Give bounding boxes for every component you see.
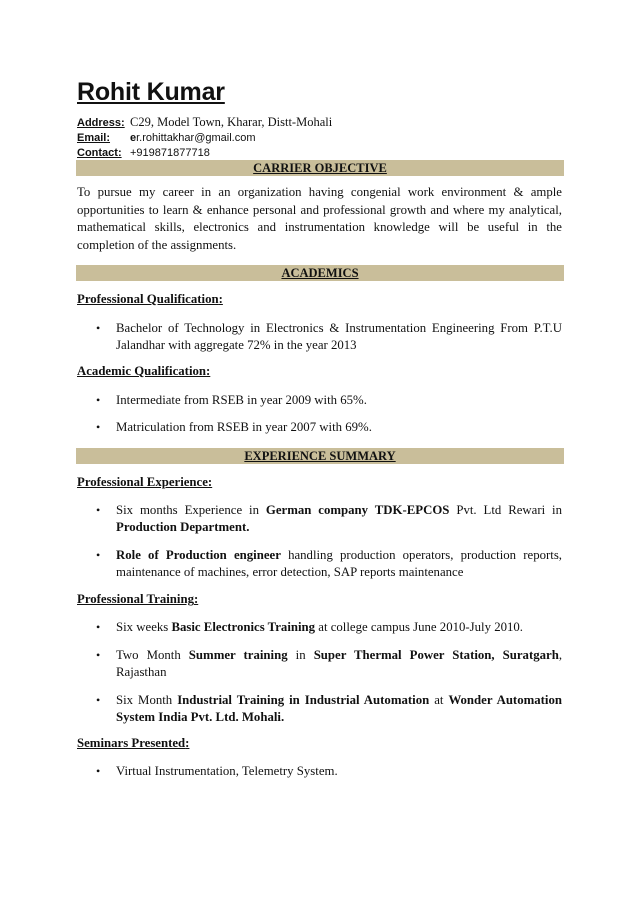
list-item: • Matriculation from RSEB in year 2007 with 69%. bbox=[0, 419, 562, 436]
list-item: • Two Month Summer training in Super Thermal Power Station, Suratgarh, Rajasthan bbox=[0, 647, 562, 681]
list-item: • Intermediate from RSEB in year 2009 with 65%. bbox=[0, 392, 562, 409]
professional-experience-heading: Professional Experience: bbox=[77, 475, 213, 489]
seminars-heading: Seminars Presented: bbox=[77, 736, 190, 750]
list-item: • Virtual Instrumentation, Telemetry System. bbox=[0, 763, 562, 780]
address-label: Address: bbox=[77, 117, 125, 129]
address-value: C29, Model Town, Kharar, Distt-Mohali bbox=[130, 115, 333, 129]
candidate-name: Rohit Kumar bbox=[77, 78, 225, 106]
professional-training-heading: Professional Training: bbox=[77, 592, 199, 606]
section-header-objective: CARRIER OBJECTIVE bbox=[76, 160, 564, 176]
academic-qualification-heading: Academic Qualification: bbox=[77, 364, 211, 378]
list-item: • Role of Production engineer handling production operators, production reports, maintenance of machines, error detection, SAP reports maintenance bbox=[0, 547, 562, 581]
objective-text: To pursue my career in an organization having congenial work environment & ample opportunities to learn & enhance personal and professional growth and where my analytical, mathematical skills, electronics and instrumentation knowledge will be useful in the completion of the assignments. bbox=[77, 185, 562, 252]
experience-list bbox=[0, 502, 638, 581]
section-header-academics: ACADEMICS bbox=[76, 265, 564, 281]
professional-qualification-heading: Professional Qualification: bbox=[77, 292, 223, 306]
training-list bbox=[0, 619, 638, 726]
list-item: • Bachelor of Technology in Electronics & Instrumentation Engineering From P.T.U Jalandhar with aggregate 72% in the year 2013 bbox=[0, 320, 562, 354]
email-label: Email: bbox=[77, 132, 111, 144]
contact-label: Contact: bbox=[77, 147, 122, 159]
academic-qualification-list bbox=[0, 392, 638, 436]
email-line bbox=[77, 130, 256, 145]
contact-line bbox=[77, 145, 210, 160]
professional-qualification-list bbox=[0, 320, 638, 354]
list-item: • Six weeks Basic Electronics Training at college campus June 2010-July 2010. bbox=[0, 619, 562, 636]
section-header-experience: EXPERIENCE SUMMARY bbox=[76, 448, 564, 464]
list-item: • Six Month Industrial Training in Industrial Automation at Wonder Automation System India Pvt. Ltd. Mohali. bbox=[0, 692, 562, 726]
address-line bbox=[77, 115, 332, 130]
email-value[interactable]: er.rohittakhar@gmail.com bbox=[130, 132, 256, 144]
contact-value: +919871877718 bbox=[130, 147, 210, 159]
list-item: • Six months Experience in German company TDK-EPCOS Pvt. Ltd Rewari in Production Department. bbox=[0, 502, 562, 536]
seminars-list bbox=[0, 763, 638, 780]
